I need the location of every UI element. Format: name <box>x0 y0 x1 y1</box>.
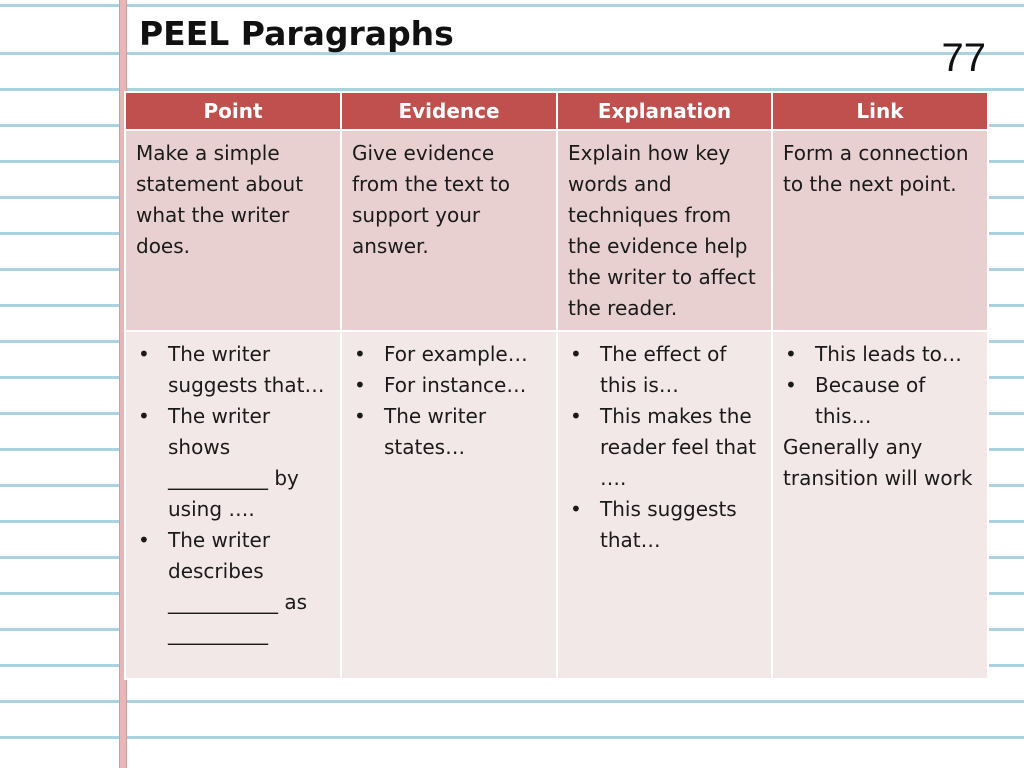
evidence-phrases-cell <box>341 331 557 679</box>
list-item: • This makes the reader feel that …. <box>568 401 761 494</box>
point-phrases-list <box>136 339 330 649</box>
link-description: Form a connection to the next point. <box>772 130 988 331</box>
link-phrases-cell <box>772 331 988 679</box>
peel-table <box>124 91 989 680</box>
list-item: • The writer suggests that… <box>136 339 330 401</box>
explanation-phrases-cell <box>557 331 772 679</box>
list-item: • Because of this… <box>783 370 977 432</box>
list-item: • The effect of this is… <box>568 339 761 401</box>
list-item: • The writer describes ___________ as __________ <box>136 525 330 649</box>
list-item: • This leads to… <box>783 339 977 370</box>
link-phrases-list <box>783 339 977 432</box>
slide-title: PEEL Paragraphs <box>139 14 454 53</box>
point-description: Make a simple statement about what the writer does. <box>125 130 341 331</box>
header-explanation: Explanation <box>557 92 772 130</box>
list-item: • For example… <box>352 339 546 370</box>
explanation-phrases-list <box>568 339 761 556</box>
point-phrases-cell <box>125 331 341 679</box>
phrases-row <box>125 331 988 679</box>
list-item: • For instance… <box>352 370 546 401</box>
evidence-description: Give evidence from the text to support your answer. <box>341 130 557 331</box>
link-note: Generally any transition will work <box>783 435 973 490</box>
slide-number: 77 <box>941 36 986 80</box>
list-item: • This suggests that… <box>568 494 761 556</box>
list-item: • The writer states… <box>352 401 546 463</box>
description-row <box>125 130 988 331</box>
explanation-description: Explain how key words and techniques from the evidence help the writer to affect the reader. <box>557 130 772 331</box>
header-link: Link <box>772 92 988 130</box>
header-evidence: Evidence <box>341 92 557 130</box>
table-header-row <box>125 92 988 130</box>
list-item: • The writer shows __________ by using …. <box>136 401 330 525</box>
header-point: Point <box>125 92 341 130</box>
evidence-phrases-list <box>352 339 546 463</box>
